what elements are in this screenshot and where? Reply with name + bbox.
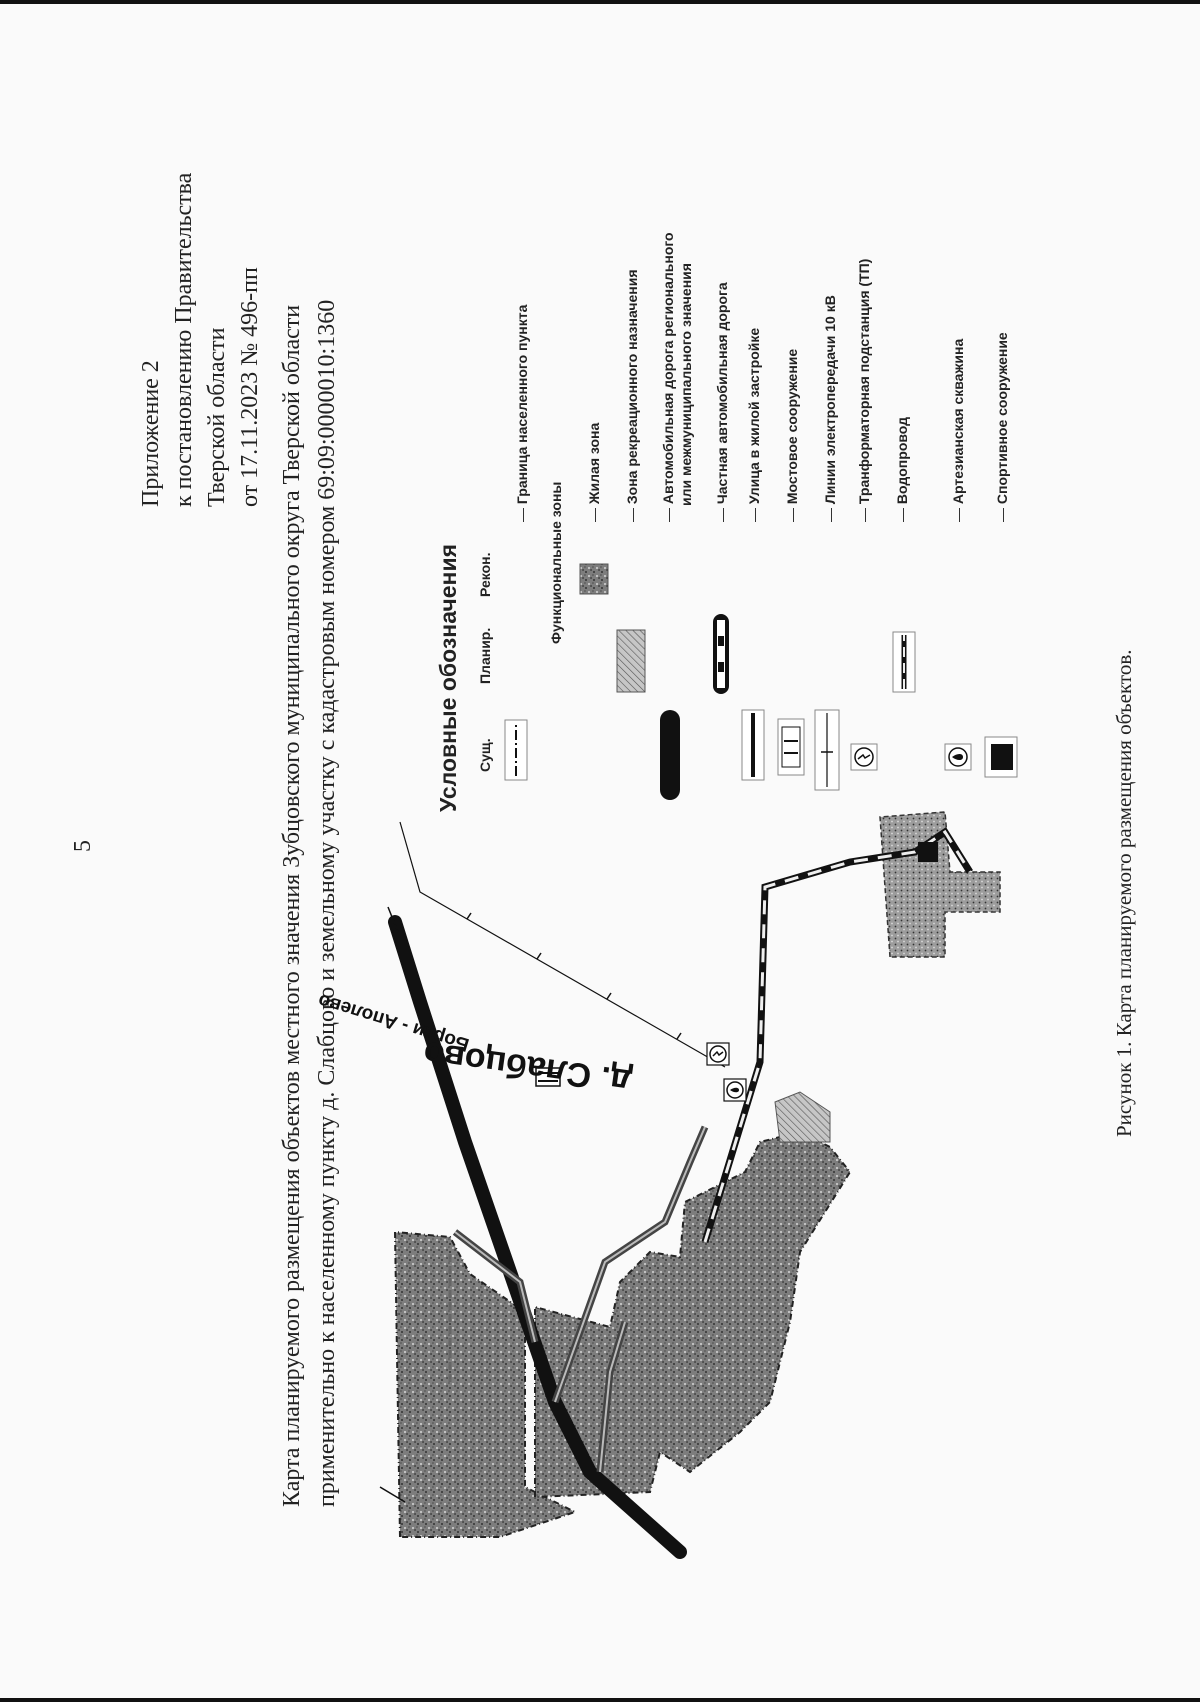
legend-label-recreation: — Зона рекреационного назначения: [624, 269, 641, 522]
legend-label-sport: — Спортивное сооружение: [994, 332, 1011, 522]
legend-label-street: — Улица в жилой застройке: [746, 328, 763, 522]
legend-label-power-line: — Линии электропередачи 10 кВ: [822, 295, 839, 522]
page-number: 5: [70, 840, 96, 852]
legend-functional-zones: Функциональные зоны: [548, 481, 564, 644]
legend-transformer-symbol: [851, 744, 877, 770]
figure-caption: Рисунок 1. Карта планируемого размещения объектов.: [1112, 649, 1136, 1137]
legend-regional-road-existing: [660, 710, 680, 800]
legend-col-existing: Сущ.: [477, 738, 493, 772]
legend-label-private-road: — Частная автомобильная дорога: [714, 282, 731, 522]
legend-label-well: — Артезианская скважина: [950, 339, 967, 522]
legend-label-boundary: — Граница населенного пункта: [514, 305, 531, 522]
legend-sport-symbol: [985, 737, 1017, 777]
legend-label-regional-road-line2: или межмуниципального значения: [678, 263, 694, 506]
appendix-line-3: Тверской области: [204, 327, 230, 507]
legend-label-bridge: — Мостовое сооружение: [784, 349, 801, 522]
legend-label-regional-road-line1: Автомобильная дорога регионального: [660, 232, 676, 505]
legend-label-water-pipe: — Водопровод: [894, 417, 911, 522]
legend-label-residential: — Жилая зона: [586, 423, 603, 522]
title-line-1: Карта планируемого размещения объектов местного значения Зубцовского муниципального округа Тверской области: [279, 304, 305, 1507]
appendix-line-1: Приложение 2: [138, 360, 164, 507]
legend-well-symbol: [945, 744, 971, 770]
legend-label-regional-road: [660, 232, 677, 522]
legend-col-planned: Планир.: [477, 627, 493, 684]
appendix-line-4: от 17.11.2023 № 496-пп: [237, 267, 263, 507]
legend-water-pipe-symbol: [893, 632, 915, 692]
appendix-line-2: к постановлению Правительства: [171, 172, 197, 507]
legend-col-reconstructed: Рекон.: [477, 552, 493, 597]
legend-title: Условные обозначения: [435, 543, 461, 812]
village-label: д. Слабцово: [421, 1033, 634, 1101]
legend-residential-swatch: [580, 564, 608, 594]
legend-private-road-planned: [713, 614, 729, 694]
road-label: Борки - Аполево: [315, 989, 472, 1056]
title-line-2: применительно к населенному пункту д. Слабцово и земельному участку с кадастровым номером 69:09:0000010:1360: [314, 299, 340, 1507]
legend-bridge-symbol: [778, 719, 804, 775]
legend-recreation-swatch: [617, 630, 645, 692]
legend-label-transformer: — Транформаторная подстанция (ТП): [856, 259, 873, 522]
legend-power-line-symbol: [815, 710, 839, 790]
